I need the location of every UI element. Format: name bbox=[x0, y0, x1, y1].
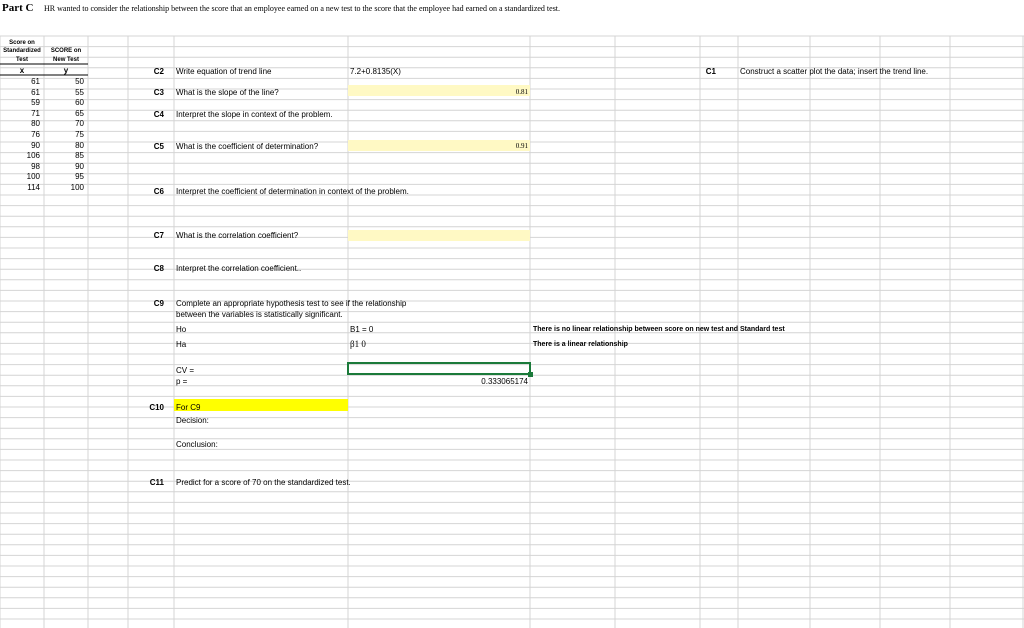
x-column-label: x bbox=[19, 66, 25, 75]
c4-label: C4 bbox=[153, 110, 164, 119]
c9-text-line2: between the variables is statistically significant. bbox=[176, 310, 343, 319]
c9-label: C9 bbox=[153, 299, 164, 308]
c10-label: C10 bbox=[149, 403, 164, 412]
c4-text: Interpret the slope in context of the problem. bbox=[176, 110, 333, 119]
x-header-line1: Score on bbox=[9, 40, 35, 46]
ho-label: Ho bbox=[176, 325, 187, 334]
c8-text: Interpret the correlation coefficient.. bbox=[176, 264, 302, 273]
c11-label: C11 bbox=[149, 478, 164, 487]
table-cell-y[interactable]: 75 bbox=[75, 130, 84, 139]
table-cell-y[interactable]: 50 bbox=[75, 77, 84, 86]
y-header-line2: New Test bbox=[53, 57, 79, 63]
cv-label: CV = bbox=[176, 366, 195, 375]
ho-value[interactable]: B1 = 0 bbox=[350, 325, 374, 334]
selected-cell[interactable] bbox=[347, 362, 531, 375]
table-cell-x[interactable]: 100 bbox=[26, 172, 40, 182]
c2-label: C2 bbox=[153, 67, 164, 76]
c10-text: For C9 bbox=[176, 403, 201, 412]
x-header-line2: Standardized bbox=[3, 48, 41, 54]
c6-text: Interpret the coefficient of determination in context of the problem. bbox=[176, 187, 409, 196]
table-cell-x[interactable]: 59 bbox=[31, 98, 40, 108]
c3-label: C3 bbox=[153, 88, 164, 97]
table-cell-x[interactable]: 61 bbox=[31, 77, 40, 86]
ho-statement[interactable]: There is no linear relationship between score on new test and Standard test bbox=[533, 326, 785, 333]
table-cell-x[interactable]: 71 bbox=[31, 108, 40, 118]
decision-label: Decision: bbox=[176, 416, 209, 425]
c6-label: C6 bbox=[153, 187, 164, 196]
c1-label: C1 bbox=[705, 67, 716, 76]
table-cell-y[interactable]: 85 bbox=[75, 151, 84, 161]
table-cell-y[interactable]: 65 bbox=[75, 108, 84, 118]
c5-answer[interactable]: 0.91 bbox=[515, 142, 528, 150]
part-title: Part C bbox=[2, 2, 34, 14]
c8-label: C8 bbox=[153, 264, 164, 273]
c2-text: Write equation of trend line bbox=[176, 67, 272, 76]
y-header-line1: SCORE on bbox=[50, 48, 82, 54]
c5-label: C5 bbox=[153, 142, 164, 151]
c11-text: Predict for a score of 70 on the standardized test. bbox=[176, 478, 351, 487]
c7-answer-fill bbox=[348, 230, 530, 241]
p-value[interactable]: 0.333065174 bbox=[481, 377, 528, 386]
table-cell-x[interactable]: 80 bbox=[31, 119, 40, 129]
ha-label: Ha bbox=[176, 340, 187, 349]
c1-text: Construct a scatter plot the data; insert the trend line. bbox=[740, 67, 929, 76]
table-cell-x[interactable]: 76 bbox=[31, 130, 40, 139]
table-cell-y[interactable]: 95 bbox=[75, 172, 84, 182]
ha-value[interactable]: β1 0 bbox=[350, 339, 366, 349]
ha-statement[interactable]: There is a linear relationship bbox=[533, 341, 628, 348]
c3-text: What is the slope of the line? bbox=[176, 88, 279, 97]
table-cell-x[interactable]: 98 bbox=[31, 161, 40, 171]
c3-answer[interactable]: 0.81 bbox=[515, 88, 528, 96]
c9-text-line1: Complete an appropriate hypothesis test to see if the relationship bbox=[176, 299, 407, 308]
table-cell-x[interactable]: 114 bbox=[27, 183, 40, 192]
table-cell-x[interactable]: 90 bbox=[31, 140, 40, 150]
c2-answer[interactable]: 7.2+0.8135(X) bbox=[350, 67, 401, 76]
table-cell-y[interactable]: 80 bbox=[75, 140, 84, 150]
table-cell-y[interactable]: 70 bbox=[75, 119, 84, 129]
table-cell-x[interactable]: 106 bbox=[26, 151, 40, 161]
table-cell-x[interactable]: 61 bbox=[31, 87, 40, 97]
table-cell-y[interactable]: 60 bbox=[75, 98, 84, 108]
conclusion-label: Conclusion: bbox=[176, 440, 218, 449]
table-cell-y[interactable]: 55 bbox=[75, 87, 84, 97]
table-cell-y[interactable]: 100 bbox=[70, 183, 84, 192]
c7-label: C7 bbox=[153, 231, 164, 240]
y-column-label: y bbox=[63, 66, 69, 75]
problem-intro: HR wanted to consider the relationship between the score that an employee earned on a new test to the score that the employee had earned on a standardized test. bbox=[44, 4, 561, 13]
p-label: p = bbox=[176, 377, 188, 386]
c7-text: What is the correlation coefficient? bbox=[176, 231, 299, 240]
c5-text: What is the coefficient of determination? bbox=[176, 142, 319, 151]
table-cell-y[interactable]: 90 bbox=[75, 161, 84, 171]
x-header-line3: Test bbox=[16, 57, 28, 63]
